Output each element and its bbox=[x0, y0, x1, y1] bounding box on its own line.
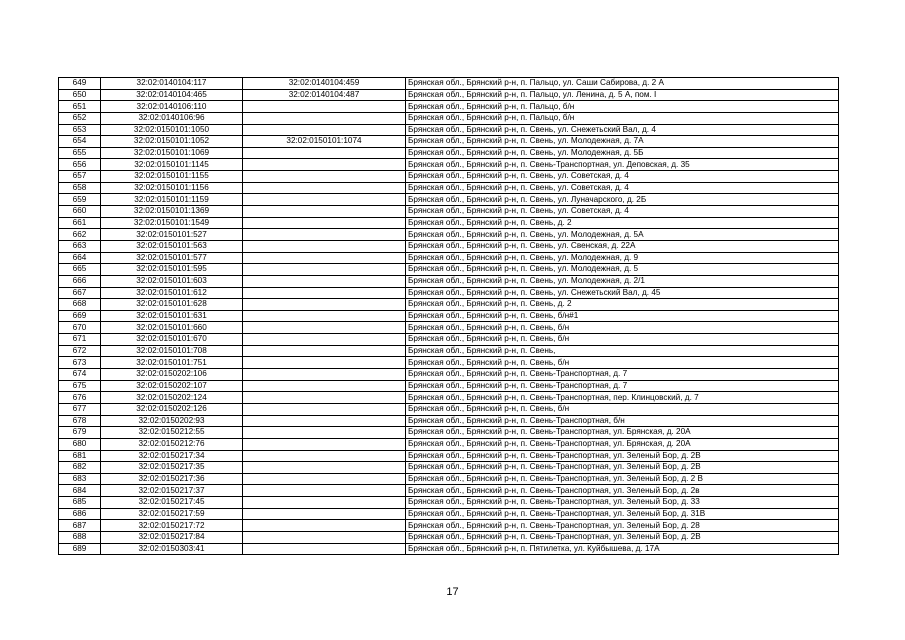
address-cell: Брянская обл., Брянский р-н, п. Свень-Транспортная, ул. Зеленый Бор, д. 28 bbox=[406, 520, 839, 532]
address-cell: Брянская обл., Брянский р-н, п. Свень-Транспортная, ул. Брянская, д. 20А bbox=[406, 427, 839, 439]
table-row bbox=[59, 380, 839, 392]
related-cadastral-number-cell bbox=[243, 310, 406, 322]
cadastral-number-cell: 32:02:0140106:96 bbox=[101, 112, 243, 124]
address-cell: Брянская обл., Брянский р-н, п. Свень, bbox=[406, 345, 839, 357]
address-cell: Брянская обл., Брянский р-н, п. Свень, б/н#1 bbox=[406, 310, 839, 322]
table-row bbox=[59, 252, 839, 264]
table-row bbox=[59, 287, 839, 299]
cadastral-number-cell: 32:02:0150217:84 bbox=[101, 531, 243, 543]
table-row bbox=[59, 182, 839, 194]
table-row bbox=[59, 194, 839, 206]
row-number-cell: 651 bbox=[59, 101, 101, 113]
address-cell: Брянская обл., Брянский р-н, п. Свень, ул. Молодежная, д. 7А bbox=[406, 136, 839, 148]
row-number-cell: 671 bbox=[59, 334, 101, 346]
address-cell: Брянская обл., Брянский р-н, п. Свень, ул. Молодежная, д. 9 bbox=[406, 252, 839, 264]
address-cell: Брянская обл., Брянский р-н, п. Свень-Транспортная, ул. Зеленый Бор, д. 31В bbox=[406, 508, 839, 520]
address-cell: Брянская обл., Брянский р-н, п. Свень, ул. Советская, д. 4 bbox=[406, 182, 839, 194]
address-cell: Брянская обл., Брянский р-н, п. Свень, ул. Луначарского, д. 2Б bbox=[406, 194, 839, 206]
table-row bbox=[59, 520, 839, 532]
row-number-cell: 661 bbox=[59, 217, 101, 229]
address-cell: Брянская обл., Брянский р-н, п. Свень, ул. Свенская, д. 22А bbox=[406, 240, 839, 252]
cadastral-number-cell: 32:02:0140104:117 bbox=[101, 78, 243, 90]
related-cadastral-number-cell bbox=[243, 171, 406, 183]
cadastral-number-cell: 32:02:0150101:595 bbox=[101, 264, 243, 276]
address-cell: Брянская обл., Брянский р-н, п. Пальцо, ул. Ленина, д. 5 А, пом. I bbox=[406, 89, 839, 101]
row-number-cell: 684 bbox=[59, 485, 101, 497]
row-number-cell: 665 bbox=[59, 264, 101, 276]
cadastral-number-cell: 32:02:0150101:603 bbox=[101, 275, 243, 287]
address-cell: Брянская обл., Брянский р-н, п. Свень, ул. Молодежная, д. 5А bbox=[406, 229, 839, 241]
table-row bbox=[59, 415, 839, 427]
cadastral-number-cell: 32:02:0150101:660 bbox=[101, 322, 243, 334]
related-cadastral-number-cell: 32:02:0140104:487 bbox=[243, 89, 406, 101]
cadastral-number-cell: 32:02:0150101:563 bbox=[101, 240, 243, 252]
row-number-cell: 663 bbox=[59, 240, 101, 252]
table-row bbox=[59, 136, 839, 148]
page-number: 17 bbox=[446, 586, 459, 598]
row-number-cell: 650 bbox=[59, 89, 101, 101]
cadastral-number-cell: 32:02:0150101:751 bbox=[101, 357, 243, 369]
related-cadastral-number-cell bbox=[243, 380, 406, 392]
related-cadastral-number-cell bbox=[243, 275, 406, 287]
cadastral-number-cell: 32:02:0150101:670 bbox=[101, 334, 243, 346]
table-row bbox=[59, 101, 839, 113]
table-row bbox=[59, 322, 839, 334]
table-row bbox=[59, 531, 839, 543]
table-row bbox=[59, 124, 839, 136]
cadastral-number-cell: 32:02:0150101:1145 bbox=[101, 159, 243, 171]
table-row bbox=[59, 450, 839, 462]
cadastral-number-cell: 32:02:0150101:708 bbox=[101, 345, 243, 357]
table-row bbox=[59, 78, 839, 90]
table-row bbox=[59, 543, 839, 555]
address-cell: Брянская обл., Брянский р-н, п. Свень, ул. Снежетьский Вал, д. 45 bbox=[406, 287, 839, 299]
registry-table-body bbox=[59, 78, 839, 555]
cadastral-number-cell: 32:02:0150202:106 bbox=[101, 369, 243, 381]
address-cell: Брянская обл., Брянский р-н, п. Свень, б/н bbox=[406, 357, 839, 369]
related-cadastral-number-cell bbox=[243, 450, 406, 462]
row-number-cell: 683 bbox=[59, 473, 101, 485]
cadastral-number-cell: 32:02:0150217:59 bbox=[101, 508, 243, 520]
row-number-cell: 689 bbox=[59, 543, 101, 555]
row-number-cell: 676 bbox=[59, 392, 101, 404]
row-number-cell: 656 bbox=[59, 159, 101, 171]
related-cadastral-number-cell bbox=[243, 497, 406, 509]
related-cadastral-number-cell bbox=[243, 345, 406, 357]
address-cell: Брянская обл., Брянский р-н, п. Свень-Транспортная, д. 7 bbox=[406, 369, 839, 381]
related-cadastral-number-cell bbox=[243, 182, 406, 194]
related-cadastral-number-cell: 32:02:0150101:1074 bbox=[243, 136, 406, 148]
address-cell: Брянская обл., Брянский р-н, п. Свень, б/н bbox=[406, 322, 839, 334]
table-row bbox=[59, 427, 839, 439]
row-number-cell: 670 bbox=[59, 322, 101, 334]
table-row bbox=[59, 473, 839, 485]
table-row bbox=[59, 334, 839, 346]
address-cell: Брянская обл., Брянский р-н, п. Свень, д. 2 bbox=[406, 217, 839, 229]
related-cadastral-number-cell bbox=[243, 194, 406, 206]
related-cadastral-number-cell bbox=[243, 520, 406, 532]
related-cadastral-number-cell bbox=[243, 438, 406, 450]
related-cadastral-number-cell bbox=[243, 264, 406, 276]
address-cell: Брянская обл., Брянский р-н, п. Свень-Транспортная, ул. Деповская, д. 35 bbox=[406, 159, 839, 171]
row-number-cell: 652 bbox=[59, 112, 101, 124]
address-cell: Брянская обл., Брянский р-н, п. Свень-Транспортная, ул. Брянская, д. 20А bbox=[406, 438, 839, 450]
address-cell: Брянская обл., Брянский р-н, п. Свень, б/н bbox=[406, 334, 839, 346]
table-row bbox=[59, 147, 839, 159]
related-cadastral-number-cell bbox=[243, 252, 406, 264]
row-number-cell: 667 bbox=[59, 287, 101, 299]
table-row bbox=[59, 275, 839, 287]
cadastral-number-cell: 32:02:0150212:55 bbox=[101, 427, 243, 439]
address-cell: Брянская обл., Брянский р-н, п. Свень, д. 2 bbox=[406, 299, 839, 311]
cadastral-number-cell: 32:02:0150202:126 bbox=[101, 403, 243, 415]
table-row bbox=[59, 89, 839, 101]
table-row bbox=[59, 240, 839, 252]
address-cell: Брянская обл., Брянский р-н, п. Свень, ул. Молодежная, д. 5Б bbox=[406, 147, 839, 159]
cadastral-number-cell: 32:02:0150101:527 bbox=[101, 229, 243, 241]
address-cell: Брянская обл., Брянский р-н, п. Свень-Транспортная, ул. Зеленый Бор, д. 2в bbox=[406, 485, 839, 497]
table-row bbox=[59, 206, 839, 218]
table-row bbox=[59, 229, 839, 241]
cadastral-number-cell: 32:02:0150217:72 bbox=[101, 520, 243, 532]
row-number-cell: 674 bbox=[59, 369, 101, 381]
related-cadastral-number-cell bbox=[243, 485, 406, 497]
row-number-cell: 677 bbox=[59, 403, 101, 415]
row-number-cell: 672 bbox=[59, 345, 101, 357]
table-row bbox=[59, 485, 839, 497]
table-row bbox=[59, 497, 839, 509]
cadastral-number-cell: 32:02:0150202:93 bbox=[101, 415, 243, 427]
table-row bbox=[59, 357, 839, 369]
address-cell: Брянская обл., Брянский р-н, п. Пальцо, ул. Саши Сабирова, д. 2 А bbox=[406, 78, 839, 90]
cadastral-number-cell: 32:02:0150217:45 bbox=[101, 497, 243, 509]
related-cadastral-number-cell bbox=[243, 357, 406, 369]
table-row bbox=[59, 310, 839, 322]
address-cell: Брянская обл., Брянский р-н, п. Свень, б/н bbox=[406, 403, 839, 415]
table-row bbox=[59, 508, 839, 520]
related-cadastral-number-cell bbox=[243, 112, 406, 124]
cadastral-number-cell: 32:02:0140104:465 bbox=[101, 89, 243, 101]
row-number-cell: 679 bbox=[59, 427, 101, 439]
address-cell: Брянская обл., Брянский р-н, п. Пятилетка, ул. Куйбышева, д. 17А bbox=[406, 543, 839, 555]
related-cadastral-number-cell bbox=[243, 322, 406, 334]
related-cadastral-number-cell bbox=[243, 473, 406, 485]
cadastral-number-cell: 32:02:0150101:1159 bbox=[101, 194, 243, 206]
address-cell: Брянская обл., Брянский р-н, п. Пальцо, б/н bbox=[406, 112, 839, 124]
row-number-cell: 687 bbox=[59, 520, 101, 532]
row-number-cell: 654 bbox=[59, 136, 101, 148]
related-cadastral-number-cell bbox=[243, 427, 406, 439]
row-number-cell: 668 bbox=[59, 299, 101, 311]
related-cadastral-number-cell bbox=[243, 206, 406, 218]
address-cell: Брянская обл., Брянский р-н, п. Свень, ул. Молодежная, д. 5 bbox=[406, 264, 839, 276]
row-number-cell: 659 bbox=[59, 194, 101, 206]
cadastral-number-cell: 32:02:0150101:1156 bbox=[101, 182, 243, 194]
row-number-cell: 685 bbox=[59, 497, 101, 509]
table-row bbox=[59, 112, 839, 124]
related-cadastral-number-cell: 32:02:0140104:459 bbox=[243, 78, 406, 90]
related-cadastral-number-cell bbox=[243, 531, 406, 543]
address-cell: Брянская обл., Брянский р-н, п. Свень-Транспортная, ул. Зеленый Бор, д. 2 В bbox=[406, 473, 839, 485]
cadastral-number-cell: 32:02:0150217:34 bbox=[101, 450, 243, 462]
cadastral-number-cell: 32:02:0150202:124 bbox=[101, 392, 243, 404]
cadastral-number-cell: 32:02:0150101:1155 bbox=[101, 171, 243, 183]
table-row bbox=[59, 392, 839, 404]
row-number-cell: 682 bbox=[59, 462, 101, 474]
cadastral-number-cell: 32:02:0150202:107 bbox=[101, 380, 243, 392]
row-number-cell: 681 bbox=[59, 450, 101, 462]
row-number-cell: 666 bbox=[59, 275, 101, 287]
row-number-cell: 675 bbox=[59, 380, 101, 392]
table-row bbox=[59, 264, 839, 276]
address-cell: Брянская обл., Брянский р-н, п. Пальцо, б/н bbox=[406, 101, 839, 113]
row-number-cell: 673 bbox=[59, 357, 101, 369]
cadastral-number-cell: 32:02:0150101:612 bbox=[101, 287, 243, 299]
row-number-cell: 662 bbox=[59, 229, 101, 241]
related-cadastral-number-cell bbox=[243, 101, 406, 113]
related-cadastral-number-cell bbox=[243, 147, 406, 159]
cadastral-number-cell: 32:02:0150101:631 bbox=[101, 310, 243, 322]
table-row bbox=[59, 159, 839, 171]
row-number-cell: 688 bbox=[59, 531, 101, 543]
address-cell: Брянская обл., Брянский р-н, п. Свень-Транспортная, ул. Зеленый Бор, д. 2В bbox=[406, 450, 839, 462]
address-cell: Брянская обл., Брянский р-н, п. Свень, ул. Снежетьский Вал, д. 4 bbox=[406, 124, 839, 136]
address-cell: Брянская обл., Брянский р-н, п. Свень-Транспортная, ул. Зеленый Бор, д. 33 bbox=[406, 497, 839, 509]
address-cell: Брянская обл., Брянский р-н, п. Свень, ул. Советская, д. 4 bbox=[406, 206, 839, 218]
cadastral-number-cell: 32:02:0150212:76 bbox=[101, 438, 243, 450]
related-cadastral-number-cell bbox=[243, 462, 406, 474]
table-row bbox=[59, 462, 839, 474]
address-cell: Брянская обл., Брянский р-н, п. Свень-Транспортная, пер. Клинцовский, д. 7 bbox=[406, 392, 839, 404]
address-cell: Брянская обл., Брянский р-н, п. Свень-Транспортная, ул. Зеленый Бор, д. 2В bbox=[406, 531, 839, 543]
cadastral-number-cell: 32:02:0150101:628 bbox=[101, 299, 243, 311]
related-cadastral-number-cell bbox=[243, 334, 406, 346]
table-row bbox=[59, 217, 839, 229]
cadastral-number-cell: 32:02:0150217:37 bbox=[101, 485, 243, 497]
row-number-cell: 658 bbox=[59, 182, 101, 194]
related-cadastral-number-cell bbox=[243, 508, 406, 520]
cadastral-number-cell: 32:02:0150217:35 bbox=[101, 462, 243, 474]
table-row bbox=[59, 299, 839, 311]
table-row bbox=[59, 438, 839, 450]
address-cell: Брянская обл., Брянский р-н, п. Свень-Транспортная, д. 7 bbox=[406, 380, 839, 392]
table-row bbox=[59, 345, 839, 357]
table-row bbox=[59, 171, 839, 183]
address-cell: Брянская обл., Брянский р-н, п. Свень, ул. Советская, д. 4 bbox=[406, 171, 839, 183]
row-number-cell: 657 bbox=[59, 171, 101, 183]
cadastral-number-cell: 32:02:0150217:36 bbox=[101, 473, 243, 485]
row-number-cell: 678 bbox=[59, 415, 101, 427]
row-number-cell: 660 bbox=[59, 206, 101, 218]
row-number-cell: 680 bbox=[59, 438, 101, 450]
address-cell: Брянская обл., Брянский р-н, п. Свень, ул. Молодежная, д. 2/1 bbox=[406, 275, 839, 287]
table-row bbox=[59, 403, 839, 415]
related-cadastral-number-cell bbox=[243, 159, 406, 171]
cadastral-number-cell: 32:02:0150101:1369 bbox=[101, 206, 243, 218]
cadastral-number-cell: 32:02:0150101:577 bbox=[101, 252, 243, 264]
related-cadastral-number-cell bbox=[243, 415, 406, 427]
row-number-cell: 669 bbox=[59, 310, 101, 322]
table-row bbox=[59, 369, 839, 381]
cadastral-number-cell: 32:02:0150101:1050 bbox=[101, 124, 243, 136]
related-cadastral-number-cell bbox=[243, 369, 406, 381]
address-cell: Брянская обл., Брянский р-н, п. Свень-Транспортная, б/н bbox=[406, 415, 839, 427]
row-number-cell: 686 bbox=[59, 508, 101, 520]
related-cadastral-number-cell bbox=[243, 240, 406, 252]
row-number-cell: 655 bbox=[59, 147, 101, 159]
cadastral-number-cell: 32:02:0150101:1052 bbox=[101, 136, 243, 148]
property-registry-table bbox=[58, 77, 839, 555]
cadastral-number-cell: 32:02:0150101:1549 bbox=[101, 217, 243, 229]
related-cadastral-number-cell bbox=[243, 217, 406, 229]
address-cell: Брянская обл., Брянский р-н, п. Свень-Транспортная, ул. Зеленый Бор, д. 2В bbox=[406, 462, 839, 474]
related-cadastral-number-cell bbox=[243, 403, 406, 415]
row-number-cell: 649 bbox=[59, 78, 101, 90]
related-cadastral-number-cell bbox=[243, 124, 406, 136]
related-cadastral-number-cell bbox=[243, 299, 406, 311]
cadastral-number-cell: 32:02:0150303:41 bbox=[101, 543, 243, 555]
related-cadastral-number-cell bbox=[243, 229, 406, 241]
related-cadastral-number-cell bbox=[243, 392, 406, 404]
related-cadastral-number-cell bbox=[243, 287, 406, 299]
row-number-cell: 653 bbox=[59, 124, 101, 136]
cadastral-number-cell: 32:02:0140106:110 bbox=[101, 101, 243, 113]
row-number-cell: 664 bbox=[59, 252, 101, 264]
related-cadastral-number-cell bbox=[243, 543, 406, 555]
cadastral-number-cell: 32:02:0150101:1069 bbox=[101, 147, 243, 159]
